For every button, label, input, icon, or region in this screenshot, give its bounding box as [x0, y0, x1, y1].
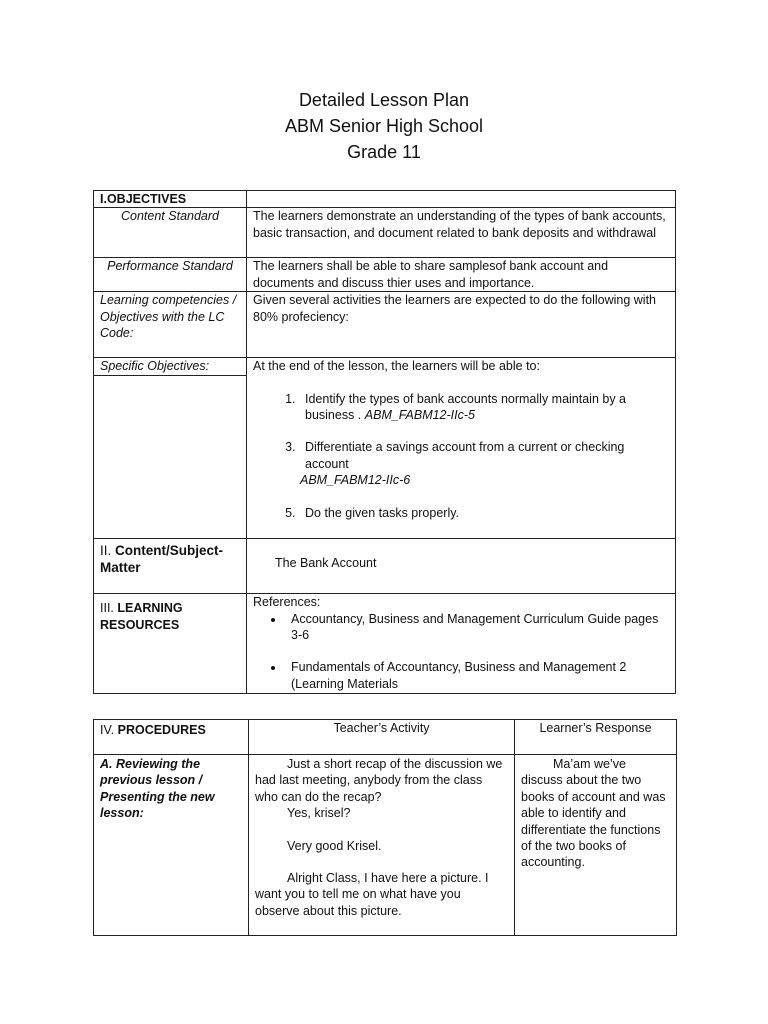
teacher-line: Just a short recap of the discussion we had last meeting, anybody from the class who can do the recap? — [255, 757, 503, 804]
specific-objectives-label: Specific Objectives: — [94, 358, 246, 375]
performance-standard-label: Performance Standard — [94, 258, 247, 292]
list-item: • Accountancy, Business and Management Curriculum Guide pages 3-6 — [285, 611, 669, 644]
table-row — [94, 292, 676, 358]
performance-standard-text: The learners shall be able to share samplesof bank account and documents and discuss thier uses and importance. — [247, 258, 676, 292]
table-row — [94, 258, 676, 292]
list-item: 1. Identify the types of bank accounts normally maintain by a business . ABM_FABM12-IIc-5 — [299, 391, 669, 424]
resources-label-cell — [94, 594, 247, 694]
title-line-1: Detailed Lesson Plan — [298, 90, 470, 110]
procedures-table — [93, 719, 677, 936]
empty-cell — [247, 191, 676, 208]
references-list — [253, 611, 669, 693]
specific-objectives-cell — [94, 358, 247, 539]
list-item: • Fundamentals of Accountancy, Business and Management 2 (Learning Materials — [285, 659, 669, 692]
specific-objectives-intro: At the end of the lesson, the learners will be able to: — [253, 359, 540, 374]
learner-response-header: Learner’s Response — [515, 720, 677, 755]
procedures-heading-cell — [94, 720, 249, 755]
table-row — [94, 539, 676, 594]
specific-objectives-content — [247, 358, 676, 539]
objectives-table — [93, 190, 676, 694]
competencies-label: Learning competencies / Objectives with the LC Code: — [94, 292, 247, 358]
content-label-number: II. — [100, 543, 116, 559]
learner-response-cell — [515, 755, 677, 936]
content-text: The Bank Account — [247, 539, 676, 594]
procedures-heading: PROCEDURES — [117, 723, 206, 737]
learner-response-text: Ma’am we’ve discuss about the two books of account and was able to identify and differentiate the functions of the two books of accounting. — [521, 757, 666, 870]
lc-code: ABM_FABM12-IIc-6 — [300, 473, 411, 488]
teacher-line: Very good Krisel. — [287, 838, 382, 853]
list-item: 5. Do the given tasks properly. — [299, 505, 669, 521]
competencies-text: Given several activities the learners are expected to do the following with 80% profeciency: — [247, 292, 676, 358]
lc-code: ABM_FABM12-IIc-5 — [364, 408, 475, 423]
objectives-heading: I.OBJECTIVES — [94, 191, 247, 208]
teacher-activity-cell — [249, 755, 515, 936]
content-label-cell — [94, 539, 247, 594]
title-line-3: Grade 11 — [347, 142, 421, 162]
list-item: 3. Differentiate a savings account from a current or checking account ABM_FABM12-IIc-6 — [299, 439, 669, 488]
title-line-2: ABM Senior High School — [284, 116, 484, 136]
resources-label: LEARNING RESOURCES — [100, 601, 183, 632]
content-standard-label: Content Standard — [94, 208, 247, 258]
resources-content — [247, 594, 676, 694]
table-row — [94, 720, 677, 755]
objectives-list — [253, 391, 669, 521]
table-row — [94, 358, 676, 539]
content-label: Content/Subject-Matter — [100, 543, 224, 575]
resources-label-number: III. — [100, 601, 118, 616]
references-label: References: — [253, 595, 321, 610]
procedures-heading-number: IV. — [100, 723, 118, 737]
content-standard-text: The learners demonstrate an understanding of the types of bank accounts, basic transaction, and document related to bank deposits and withdrawal — [247, 208, 676, 258]
teacher-line: Alright Class, I have here a picture. I want you to tell me on what have you observe about this picture. — [255, 871, 489, 918]
table-row — [94, 755, 677, 936]
step-a-label: A. Reviewing the previous lesson / Presenting the new lesson: — [94, 755, 249, 936]
table-row — [94, 191, 676, 208]
table-row — [94, 594, 676, 694]
teacher-activity-header: Teacher’s Activity — [249, 720, 515, 755]
table-row — [94, 208, 676, 258]
document-title — [0, 87, 768, 165]
teacher-line: Yes, krisel? — [287, 806, 351, 821]
